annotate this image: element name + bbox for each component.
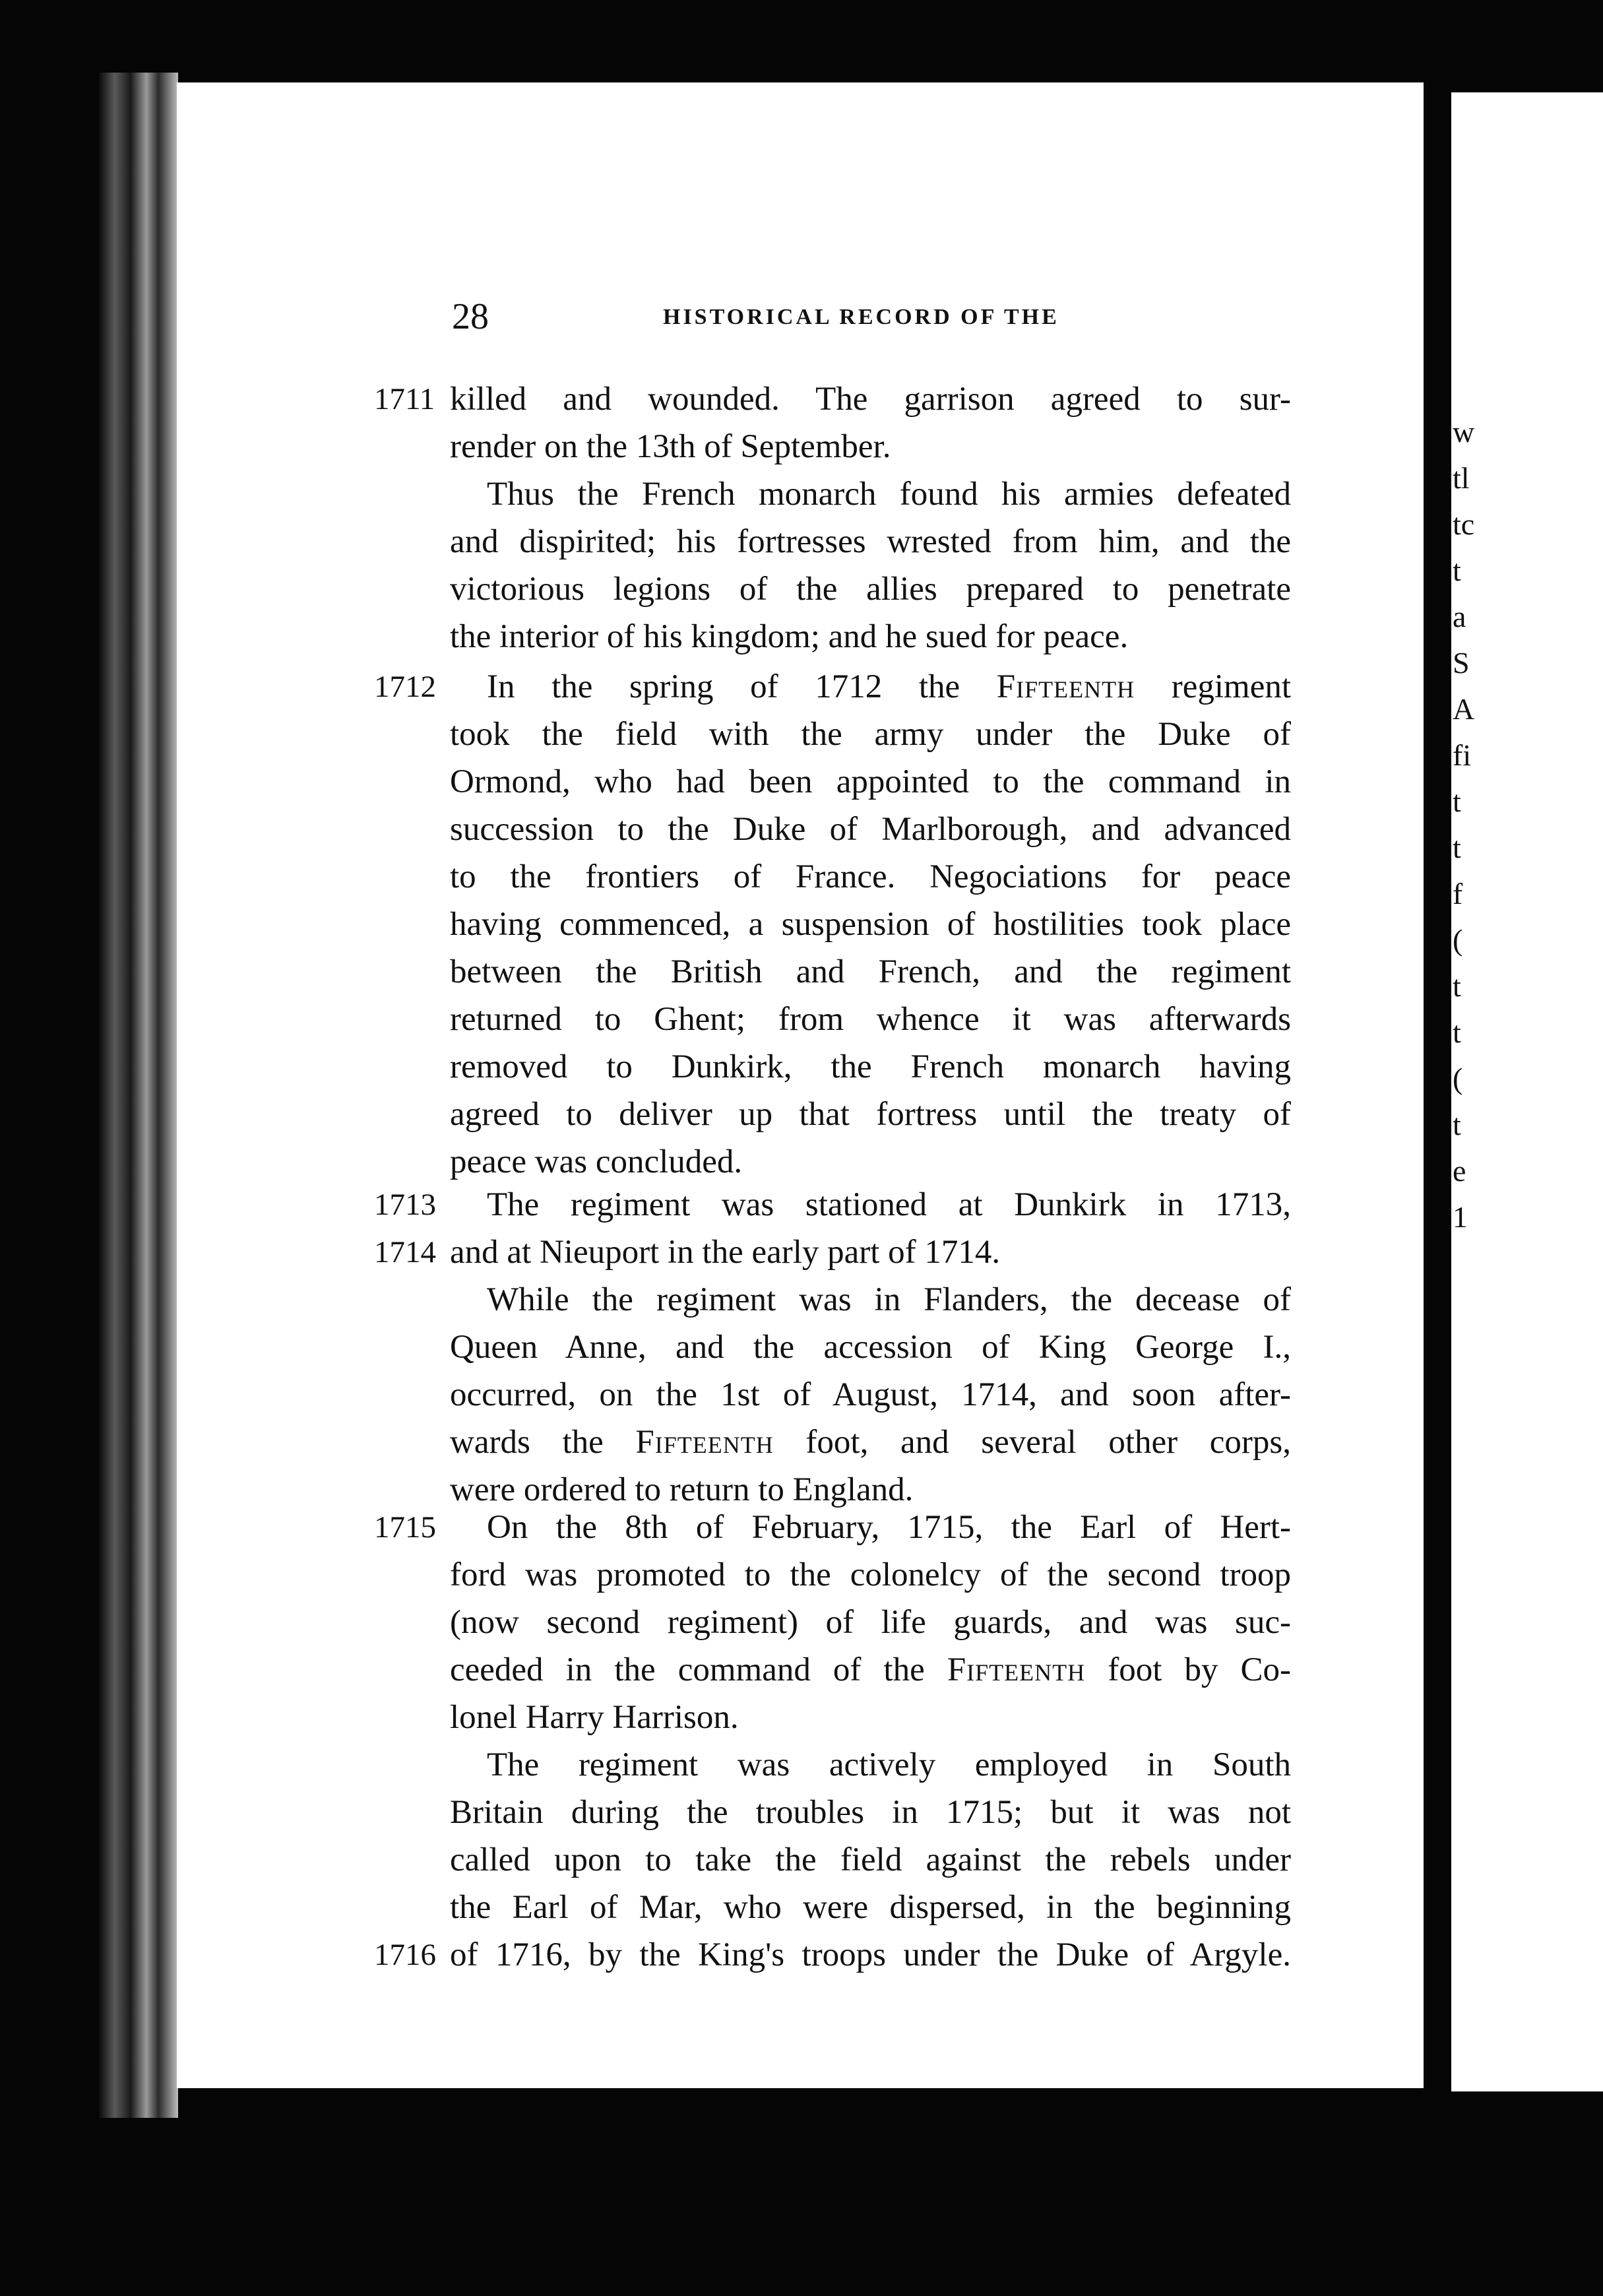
text-run: of 1716, by the King's troops under the Duke of Argyle.	[450, 1936, 1291, 1973]
text-run: Thus the French monarch found his armies defeated	[487, 476, 1291, 513]
text-run: the Earl of Mar, who were dispersed, in the beginning	[450, 1889, 1291, 1926]
text-run: agreed to deliver up that fortress until the treaty of	[450, 1096, 1291, 1133]
text-run: (now second regiment) of life guards, and was suc-	[450, 1604, 1291, 1641]
margin-year: 1711	[374, 382, 435, 416]
facing-page-edge	[1451, 92, 1603, 2091]
text-line	[450, 1140, 1291, 1184]
text-line	[487, 1743, 1291, 1787]
margin-year: 1715	[374, 1510, 436, 1545]
text-line	[487, 1183, 1291, 1227]
facing-page-fragment: t	[1453, 1108, 1461, 1141]
text-run: the interior of his kingdom; and he sued for peace.	[450, 618, 1129, 655]
facing-page-fragment: w	[1453, 415, 1475, 449]
page-number: 28	[452, 296, 489, 337]
text-line	[487, 665, 1291, 709]
text-line	[450, 615, 1291, 658]
text-line	[487, 1278, 1291, 1322]
text-line	[450, 1838, 1291, 1882]
text-run: foot by Co-	[1085, 1651, 1292, 1688]
text-run: In the spring of 1712 the	[487, 668, 997, 705]
facing-page-fragment: t	[1453, 1015, 1461, 1049]
text-run: ceeded in the command of the	[450, 1651, 947, 1688]
text-line	[450, 1230, 1291, 1274]
facing-page-fragment: 1	[1453, 1200, 1468, 1234]
text-line	[450, 1045, 1291, 1089]
regiment-name: Fifteenth	[635, 1424, 774, 1461]
text-run: Britain during the troubles in 1715; but it was not	[450, 1794, 1291, 1831]
text-line	[450, 425, 1291, 468]
text-line	[450, 998, 1291, 1041]
facing-page-fragment: tl	[1453, 461, 1470, 495]
text-run: killed and wounded. The garrison agreed to sur-	[450, 381, 1291, 418]
text-line	[450, 1601, 1291, 1644]
text-run: Queen Anne, and the accession of King George I.,	[450, 1329, 1291, 1366]
text-line	[450, 1886, 1291, 1929]
text-line	[450, 1648, 1291, 1692]
text-line	[450, 1420, 1291, 1464]
text-run: render on the 13th of September.	[450, 428, 891, 465]
text-run: took the field with the army under the Duke of	[450, 716, 1291, 753]
text-line	[450, 713, 1291, 756]
text-run: lonel Harry Harrison.	[450, 1699, 739, 1736]
running-title: HISTORICAL RECORD OF THE	[663, 305, 1059, 329]
text-line	[450, 520, 1291, 563]
text-run: and dispirited; his fortresses wrested from him, and the	[450, 523, 1291, 560]
text-line	[487, 1506, 1291, 1549]
regiment-name: Fifteenth	[996, 668, 1135, 705]
text-run: On the 8th of February, 1715, the Earl of Hert-	[487, 1509, 1291, 1546]
text-run: were ordered to return to England.	[450, 1471, 914, 1508]
text-run: While the regiment was in Flanders, the decease of	[487, 1281, 1291, 1318]
text-line	[450, 855, 1291, 899]
facing-page-fragment: e	[1453, 1154, 1466, 1188]
text-run: removed to Dunkirk, the French monarch having	[450, 1048, 1291, 1085]
text-line	[450, 377, 1291, 421]
facing-page-fragment: (	[1453, 1062, 1463, 1095]
facing-page-fragment: S	[1453, 646, 1470, 680]
facing-page-fragment: t	[1453, 784, 1461, 818]
text-run: succession to the Duke of Marlborough, and advanced	[450, 811, 1291, 848]
text-line	[450, 1325, 1291, 1369]
text-run: having commenced, a suspension of hostilities took place	[450, 906, 1291, 943]
text-run: regiment	[1135, 668, 1292, 705]
text-run: between the British and French, and the regiment	[450, 953, 1291, 990]
text-run: to the frontiers of France. Negociations for peace	[450, 858, 1291, 895]
text-run: returned to Ghent; from whence it was afterwards	[450, 1001, 1291, 1038]
text-run: and at Nieuport in the early part of 1714.	[450, 1234, 1001, 1271]
facing-page-fragment: t	[1453, 554, 1461, 587]
text-line	[450, 1933, 1291, 1977]
margin-year: 1716	[374, 1938, 436, 1972]
margin-year: 1713	[374, 1188, 436, 1222]
facing-page-fragment: f	[1453, 877, 1463, 910]
text-run: The regiment was actively employed in South	[487, 1746, 1291, 1783]
margin-year: 1712	[374, 670, 436, 704]
regiment-name: Fifteenth	[947, 1651, 1086, 1688]
facing-page-fragment: t	[1453, 831, 1461, 864]
text-line	[450, 950, 1291, 994]
facing-page-fragment: A	[1453, 692, 1475, 726]
text-line	[450, 1373, 1291, 1417]
book-binding-edge	[99, 73, 178, 2118]
text-run: called upon to take the field against the rebels under	[450, 1841, 1291, 1878]
text-run: The regiment was stationed at Dunkirk in 1713,	[487, 1186, 1291, 1223]
facing-page-fragment: tc	[1453, 507, 1475, 541]
facing-page-fragment: fi	[1453, 738, 1472, 772]
text-line	[450, 1696, 1291, 1739]
facing-page-fragment: a	[1453, 600, 1466, 633]
text-run: foot, and several other corps,	[773, 1424, 1291, 1461]
text-line	[450, 1553, 1291, 1597]
facing-page-fragment: (	[1453, 923, 1463, 957]
text-run: victorious legions of the allies prepared to penetrate	[450, 571, 1291, 608]
text-run: wards the	[450, 1424, 636, 1461]
text-run: Ormond, who had been appointed to the command in	[450, 763, 1291, 800]
facing-page-fragment: t	[1453, 969, 1461, 1003]
text-line	[450, 903, 1291, 946]
text-run: ford was promoted to the colonelcy of the second troop	[450, 1556, 1291, 1593]
text-run: peace was concluded.	[450, 1143, 743, 1180]
text-run: occurred, on the 1st of August, 1714, and soon after-	[450, 1376, 1291, 1413]
text-line	[450, 1791, 1291, 1834]
text-line	[450, 808, 1291, 851]
text-line	[450, 1093, 1291, 1136]
text-line	[450, 760, 1291, 804]
text-line	[450, 567, 1291, 611]
text-line	[487, 472, 1291, 516]
margin-year: 1714	[374, 1235, 436, 1269]
